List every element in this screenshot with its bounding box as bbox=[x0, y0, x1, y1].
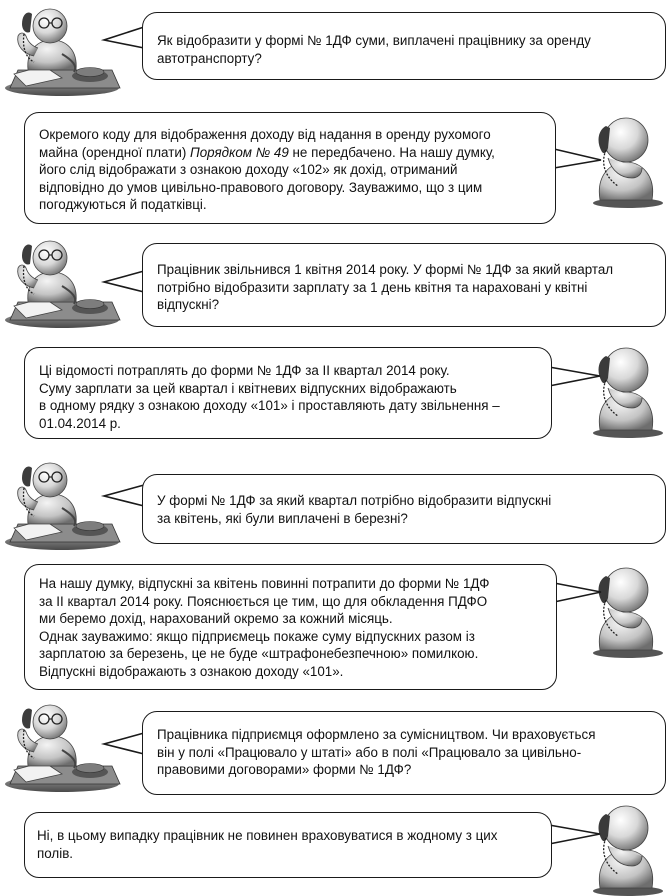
answer-text-line: Суму зарплати за цей квартал і квітневих відпускних відображають bbox=[39, 380, 457, 396]
answer-text-line: 01.04.2014 р. bbox=[39, 415, 121, 431]
answer-text-line: На нашу думку, відпускні за квітень повинні потрапити до форми № 1ДФ bbox=[39, 576, 490, 591]
answer-text-line: в одному рядку з ознакою доходу «101» і проставляють дату звільнення – bbox=[39, 398, 500, 414]
answer-text-line: ми беремо дохід, нарахований окремо за кожний місяць. bbox=[39, 611, 393, 627]
bubble-tail-left bbox=[104, 270, 146, 294]
answer-text-line: зарплатою за березень, це не буде «штрафонебезпечною» помилкою. bbox=[39, 646, 479, 662]
bubble-tail-right bbox=[548, 824, 602, 846]
answer-text-line: Ні, в цьому випадку працівник не повинен враховуватися в жодному з цих bbox=[37, 828, 498, 843]
question-text-line: Працівника підприємця оформлено за сумісництвом. Чи враховується bbox=[157, 727, 596, 742]
question-bubble-3 bbox=[142, 474, 666, 544]
answer-text-fragment: майна (орендної плати) bbox=[39, 144, 190, 160]
operator-avatar-icon bbox=[4, 4, 124, 96]
question-text-line: автотранспорту? bbox=[157, 50, 262, 66]
answer-text-line: Відпускні відображають з ознакою доходу «101». bbox=[39, 663, 344, 679]
answer-text-fragment: не передбачено. На нашу думку, bbox=[288, 144, 495, 160]
bubble-tail-right bbox=[548, 366, 602, 388]
answer-text-line: за ІІ квартал 2014 року. Пояснюється це тим, що для обкладення ПДФО bbox=[39, 593, 488, 609]
answer-bubble-2 bbox=[24, 347, 552, 439]
answer-bubble-1 bbox=[24, 112, 556, 224]
regulation-reference: Порядком № 49 bbox=[190, 144, 289, 160]
answer-text-line: відповідно до умов цивільно-правового договору. Зауважимо, що з цим bbox=[39, 179, 483, 195]
question-text-line: він у полі «Працювало у штаті» або в полі «Працювало за цивільно- bbox=[157, 744, 582, 760]
question-bubble-1 bbox=[142, 12, 666, 80]
answer-text-line: погоджуються й податківці. bbox=[39, 197, 207, 213]
question-text-line: відпускні? bbox=[157, 297, 220, 313]
answer-text-line: Окремого коду для відображення доходу від надання в оренду рухомого bbox=[39, 127, 491, 142]
answer-text-line: Однак зауважимо: якщо підприємець покаже суму відпускних разом із bbox=[39, 628, 475, 644]
answer-bubble-4 bbox=[24, 812, 552, 878]
answer-text-line: полів. bbox=[37, 845, 74, 861]
consultant-avatar-icon bbox=[592, 800, 664, 896]
question-text-line: У формі № 1ДФ за який квартал потрібно відобразити відпускні bbox=[157, 493, 552, 508]
question-text-line: Працівник звільнився 1 квітня 2014 року. У формі № 1ДФ за який квартал bbox=[157, 262, 614, 277]
bubble-tail-right bbox=[553, 582, 603, 604]
bubble-tail-left bbox=[104, 732, 146, 756]
bubble-tail-right bbox=[553, 148, 603, 170]
bubble-tail-left bbox=[104, 484, 146, 508]
bubble-tail-left bbox=[104, 26, 146, 50]
question-text-line: Як відобразити у формі № 1ДФ суми, виплачені працівнику за оренду bbox=[157, 33, 591, 48]
question-text-line: потрібно відобразити зарплату за 1 день квітня та нараховані у квітні bbox=[157, 279, 588, 295]
answer-bubble-3 bbox=[24, 564, 557, 690]
question-text-line: за квітень, які були виплачені в березні? bbox=[157, 510, 408, 526]
consultant-avatar-icon bbox=[592, 342, 664, 438]
question-text-line: правовими договорами» форми № 1ДФ? bbox=[157, 762, 412, 778]
question-bubble-4 bbox=[142, 711, 666, 795]
answer-text-line bbox=[39, 144, 555, 162]
question-bubble-2 bbox=[142, 243, 666, 327]
answer-text-line: його слід відображати з ознакою доходу «102» як дохід, отриманий bbox=[39, 162, 458, 178]
consultant-avatar-icon bbox=[592, 562, 664, 658]
answer-text-line: Ці відомості потраплять до форми № 1ДФ за ІІ квартал 2014 року. bbox=[39, 363, 450, 378]
